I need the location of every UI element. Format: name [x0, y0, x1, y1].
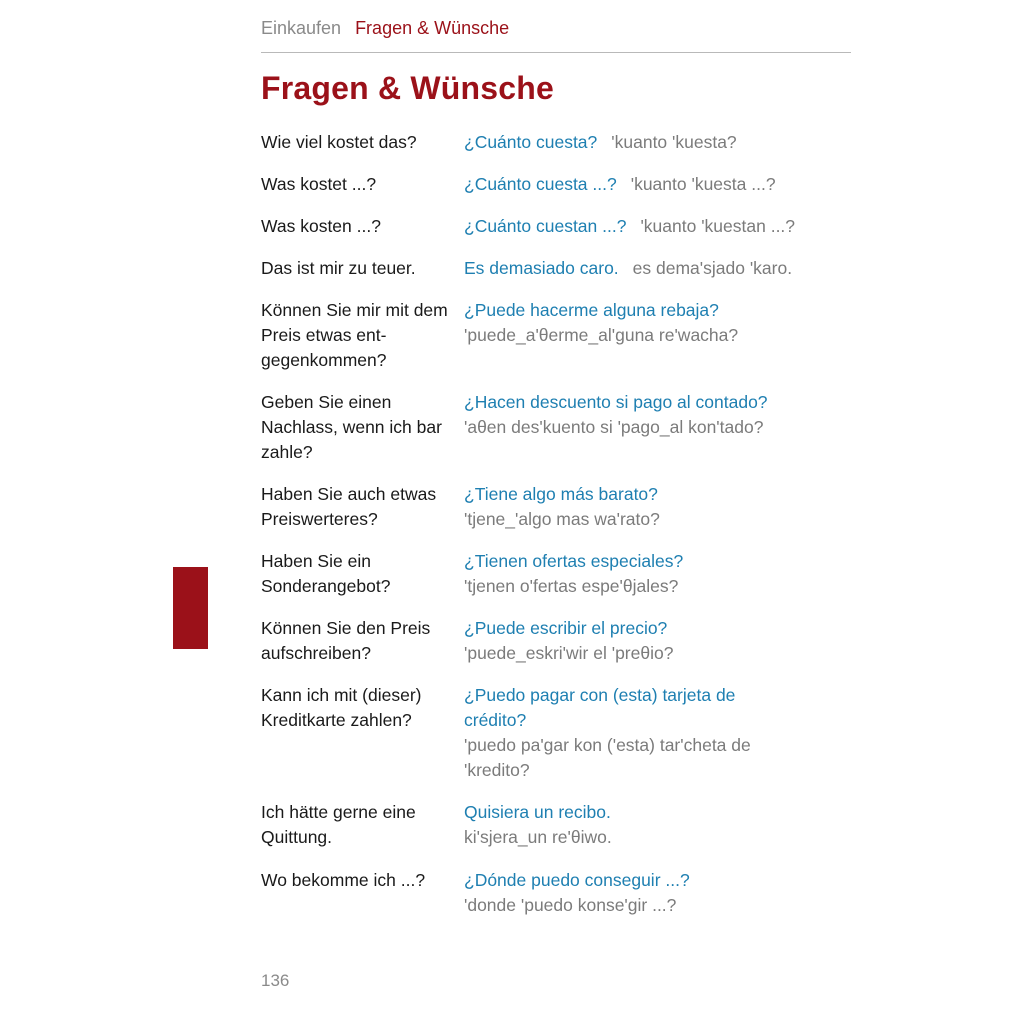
spanish-block — [464, 482, 864, 532]
pronunciation: 'donde 'puedo konse'gir ...? — [464, 895, 677, 915]
spanish-block — [464, 868, 864, 918]
pronunciation: 'aθen des'kuento si 'pago_al kon'tado? — [464, 417, 764, 437]
pronunciation: 'tjenen o'fertas espe'θjales? — [464, 576, 679, 596]
spanish-block — [464, 214, 864, 239]
pronunciation: es dema'sjado 'karo. — [632, 258, 793, 278]
spanish-block — [464, 256, 864, 281]
spanish-phrase: ¿Tienen ofertas especiales? — [464, 551, 684, 571]
page-number: 136 — [261, 971, 290, 990]
german-phrase: Was kostet ...? — [261, 174, 377, 194]
running-header — [261, 16, 851, 53]
german-phrase: Das ist mir zu teuer. — [261, 258, 416, 278]
pronunciation: ki'sjera_un re'θiwo. — [464, 827, 612, 847]
spanish-block — [464, 549, 864, 599]
spanish-phrase: Es demasiado caro. — [464, 258, 619, 278]
spanish-block — [464, 130, 864, 155]
spanish-block — [464, 800, 864, 850]
spanish-phrase: ¿Tiene algo más barato? — [464, 484, 658, 504]
spanish-phrase: ¿Puede hacerme alguna rebaja? — [464, 300, 719, 320]
german-phrase: Können Sie den Preis aufschreiben? — [261, 618, 431, 663]
spanish-block — [464, 683, 794, 783]
pronunciation: 'kuanto 'kuestan ...? — [640, 216, 796, 236]
header-section: Einkaufen — [261, 18, 342, 38]
pronunciation: 'puede_eskri'wir el 'preθio? — [464, 643, 674, 663]
page-title: Fragen & Wünsche — [261, 70, 555, 106]
spanish-block — [464, 616, 864, 666]
pronunciation: 'puedo pa'gar kon ('esta) tar'cheta de 'kredito? — [464, 735, 751, 780]
spanish-phrase: ¿Puede escribir el precio? — [464, 618, 668, 638]
german-phrase: Haben Sie ein Sonderangebot? — [261, 551, 391, 596]
pronunciation: 'kuanto 'kuesta? — [611, 132, 737, 152]
spanish-phrase: ¿Hacen descuento si pago al contado? — [464, 392, 768, 412]
german-phrase: Geben Sie einen Nachlass, wenn ich bar zahle? — [261, 392, 442, 462]
german-phrase: Haben Sie auch etwas Preiswerteres? — [261, 484, 437, 529]
pronunciation: 'tjene_'algo mas wa'rato? — [464, 509, 660, 529]
german-phrase: Kann ich mit (dieser) Kreditkarte zahlen? — [261, 685, 422, 730]
spanish-block — [464, 390, 864, 440]
spanish-phrase: ¿Cuánto cuesta ...? — [464, 174, 617, 194]
chapter-thumb-tab — [173, 567, 208, 649]
spanish-phrase: ¿Cuánto cuesta? — [464, 132, 598, 152]
german-phrase: Wie viel kostet das? — [261, 132, 417, 152]
spanish-phrase: ¿Dónde puedo conseguir ...? — [464, 870, 690, 890]
german-phrase: Was kosten ...? — [261, 216, 381, 236]
spanish-phrase: ¿Puedo pagar con (esta) tarjeta de crédito? — [464, 685, 736, 730]
pronunciation: 'puede_a'θerme_al'guna re'wacha? — [464, 325, 739, 345]
header-current-topic: Fragen & Wünsche — [355, 18, 510, 38]
spanish-block — [464, 172, 864, 197]
german-phrase: Ich hätte gerne eine Quittung. — [261, 802, 416, 847]
german-phrase: Können Sie mir mit dem Preis etwas ent-gegenkommen? — [261, 300, 448, 370]
pronunciation: 'kuanto 'kuesta ...? — [630, 174, 776, 194]
spanish-phrase: Quisiera un recibo. — [464, 802, 611, 822]
spanish-block — [464, 298, 864, 348]
german-phrase: Wo bekomme ich ...? — [261, 870, 426, 890]
spanish-phrase: ¿Cuánto cuestan ...? — [464, 216, 627, 236]
